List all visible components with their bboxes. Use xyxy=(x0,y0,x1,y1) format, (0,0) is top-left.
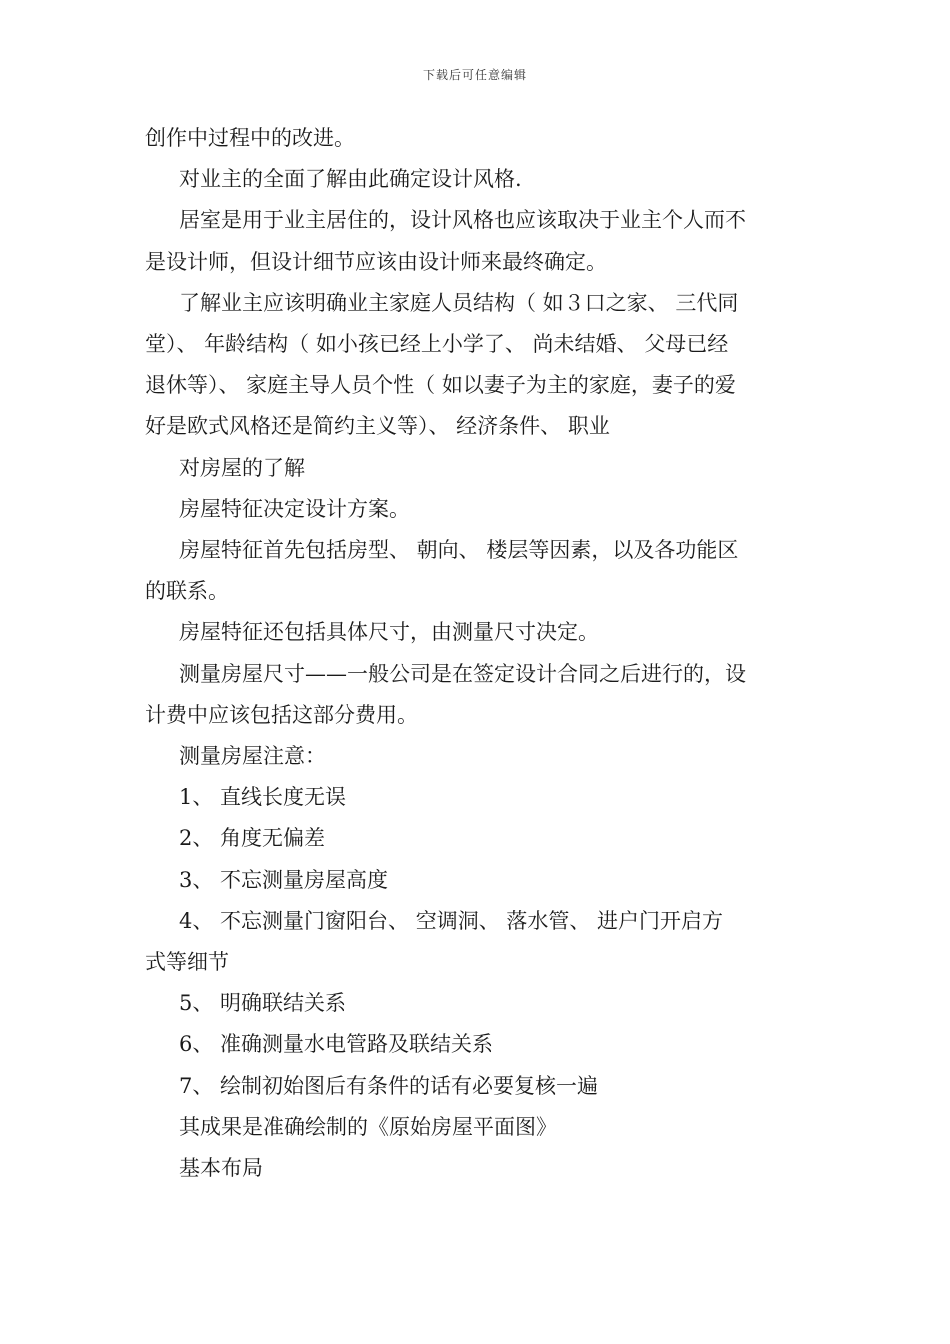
paragraph-line: 其成果是准确绘制的《原始房屋平面图》 xyxy=(179,1114,557,1139)
paragraph-line: 居室是用于业主居住的，设计风格也应该取决于业主个人而不 xyxy=(179,208,746,233)
paragraph-line: 退休等）、 家庭主导人员个性（ 如以妻子为主的家庭，妻子的爱 xyxy=(145,373,736,398)
paragraph-line: 堂）、 年龄结构（ 如小孩已经上小学了、 尚未结婚、 父母已经 xyxy=(145,332,729,357)
section-heading xyxy=(145,1148,807,1189)
list-item-text: 3、 不忘测量房屋高度 xyxy=(179,867,389,892)
paragraph xyxy=(145,530,807,612)
list-item xyxy=(145,1066,807,1107)
paragraph-line: 测量房屋注意： xyxy=(179,744,326,769)
list-item-text: 6、 准确测量水电管路及联结关系 xyxy=(179,1032,494,1057)
paragraph xyxy=(145,283,807,448)
list-item-text: 2、 角度无偏差 xyxy=(179,826,326,851)
paragraph xyxy=(145,118,807,159)
list-item xyxy=(145,983,807,1024)
list-item xyxy=(145,1024,807,1065)
list-item-text: 7、 绘制初始图后有条件的话有必要复核一遍 xyxy=(179,1073,599,1098)
list-item-text: 5、 明确联结关系 xyxy=(179,991,347,1016)
paragraph-line: 房屋特征首先包括房型、 朝向、 楼层等因素，以及各功能区 xyxy=(179,538,739,563)
document-body xyxy=(145,118,807,1189)
paragraph xyxy=(145,489,807,530)
paragraph-line: 好是欧式风格还是简约主义等）、 经济条件、 职业 xyxy=(145,414,610,439)
paragraph xyxy=(145,159,807,200)
paragraph xyxy=(145,1107,807,1148)
page-header: 下载后可任意编辑 xyxy=(422,68,527,82)
section-heading-text: 基本布局 xyxy=(179,1156,263,1181)
list-item-text: 1、 直线长度无误 xyxy=(179,785,347,810)
paragraph-line: 房屋特征还包括具体尺寸，由测量尺寸决定。 xyxy=(179,620,599,645)
paragraph xyxy=(145,612,807,653)
paragraph-line: 测量房屋尺寸——一般公司是在签定设计合同之后进行的，设 xyxy=(179,661,746,686)
list-item xyxy=(145,901,807,983)
paragraph-line: 了解业主应该明确业主家庭人员结构（ 如３口之家、 三代同 xyxy=(179,290,739,315)
paragraph xyxy=(145,200,807,282)
paragraph-line: 对业主的全面了解由此确定设计风格. xyxy=(179,167,522,192)
list-item-text: 式等细节 xyxy=(145,950,229,975)
paragraph-line: 房屋特征决定设计方案。 xyxy=(179,496,410,521)
paragraph xyxy=(145,654,807,736)
paragraph xyxy=(145,736,807,777)
paragraph-line: 是设计师，但设计细节应该由设计师来最终确定。 xyxy=(145,249,607,274)
paragraph-line: 创作中过程中的改进。 xyxy=(145,126,355,150)
paragraph xyxy=(145,448,807,489)
paragraph-line: 的联系。 xyxy=(145,579,229,604)
list-item-text: 4、 不忘测量门窗阳台、 空调洞、 落水管、 进户门开启方 xyxy=(179,908,724,933)
list-item xyxy=(145,818,807,859)
list-item xyxy=(145,777,807,818)
paragraph-line: 计费中应该包括这部分费用。 xyxy=(145,702,418,727)
list-item xyxy=(145,860,807,901)
paragraph-line: 对房屋的了解 xyxy=(179,455,305,480)
